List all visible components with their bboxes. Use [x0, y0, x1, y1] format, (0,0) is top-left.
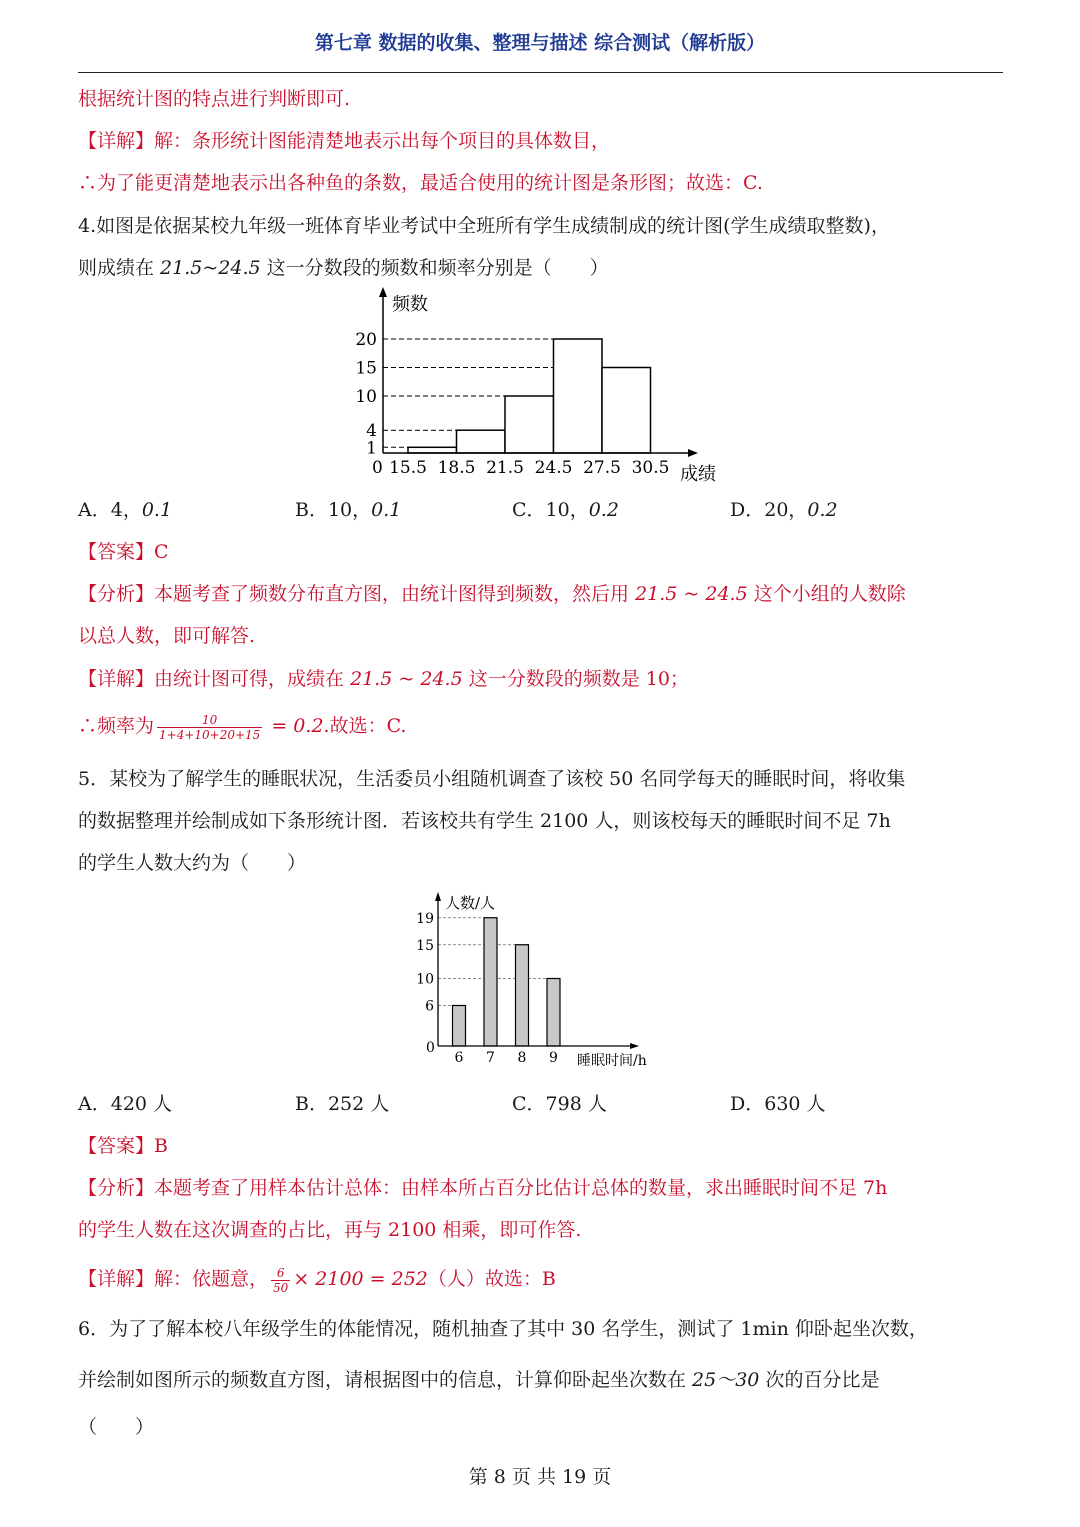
prev-detail-line	[78, 128, 610, 154]
origin-label: 0	[426, 1040, 435, 1056]
fraction: $\frac{10}{1+4+10+20+15}$	[159, 712, 261, 742]
q5-analysis-line2: 的学生人数在这次调查的占比，再与 2100 相乘，即可作答.	[78, 1219, 582, 1241]
y-axis-arrow	[435, 892, 441, 901]
answer-value: C	[154, 541, 169, 563]
x-axis-label: 睡眠时间/h	[577, 1053, 647, 1069]
q5-option-c[interactable]: C．798 人	[512, 1093, 607, 1115]
answer-tag: 【答案】	[78, 541, 155, 563]
q4-detail-line: 【详解】由统计图可得，成绩在 21.5 ~ 24.5 这一分数段的频数是 10；	[78, 668, 689, 690]
answer-value: B	[154, 1135, 168, 1157]
detail-tag: 【详解】	[78, 130, 155, 152]
x-tick-label: 24.5	[534, 458, 573, 478]
y-tick-label: 6	[425, 998, 434, 1015]
bar-8	[516, 945, 529, 1046]
x-tick-label: 9	[549, 1050, 558, 1066]
y-tick-label: 4	[366, 421, 377, 442]
header-divider	[78, 72, 1003, 73]
q4-option-d[interactable]: D．20，0.2	[730, 499, 838, 521]
prev-analysis-line: 根据统计图的特点进行判断即可.	[78, 88, 351, 110]
bar-7	[484, 918, 497, 1046]
y-axis-label: 频数	[392, 294, 428, 315]
y-tick-label: 15	[355, 358, 377, 379]
q5-answer-line	[78, 1133, 168, 1159]
q4-stem-text: 则成绩在	[78, 257, 161, 279]
q4-calc-line: ∴频率为 $\frac{10}{1+4+10+20+15}$ = 0.2.故选：C.	[78, 712, 407, 742]
x-axis-arrow	[630, 1043, 639, 1049]
y-axis-arrow	[379, 287, 387, 297]
detail-text: 解：条形统计图能清楚地表示出每个项目的具体数目，	[154, 130, 611, 152]
histogram-bar-5	[602, 368, 651, 454]
histogram-bar-4	[554, 339, 603, 453]
y-tick-label: 19	[416, 910, 434, 927]
q5-stem-line1: 5．某校为了解学生的睡眠状况，生活委员小组随机调查了该校 50 名同学每天的睡眠时间，将收集	[78, 768, 906, 790]
x-tick-label: 18.5	[437, 458, 476, 478]
page-footer: 第 8 页 共 19 页	[468, 1466, 612, 1488]
bar-6	[453, 1006, 466, 1047]
q6-stem-line3: （ ）	[78, 1416, 155, 1438]
q5-detail-line: 【详解】解：依题意， $\frac{6}{50}$ × 2100 = 252（人）故选：B	[78, 1265, 556, 1295]
x-axis-label: 成绩	[680, 464, 716, 485]
x-tick-label: 7	[486, 1050, 495, 1066]
q4-option-c[interactable]: C．10，0.2	[512, 499, 619, 521]
q5-stem-line3: 的学生人数大约为（ ）	[78, 852, 307, 874]
q4-option-b[interactable]: B．10，0.1	[295, 499, 402, 521]
q5-option-b[interactable]: B．252 人	[295, 1093, 390, 1115]
q4-analysis-line1: 【分析】本题考查了频数分布直方图，由统计图得到频数，然后用 21.5 ~ 24.5 这个小组的人数除	[78, 583, 906, 605]
histogram-bar-2	[457, 430, 506, 453]
origin-label: 0	[372, 458, 383, 478]
prev-conclusion-line: ∴为了能更清楚地表示出各种鱼的条数，最适合使用的统计图是条形图；故选：C.	[78, 172, 763, 194]
page-header-title: 第七章 数据的收集、整理与描述 综合测试（解析版）	[314, 32, 766, 54]
fraction: $\frac{6}{50}$	[273, 1265, 289, 1295]
q4-analysis-line2: 以总人数，即可解答.	[78, 625, 256, 647]
q4-stem-line2	[78, 255, 609, 281]
y-tick-label: 20	[355, 330, 377, 350]
q6-stem-line2: 并绘制如图所示的频数直方图，请根据图中的信息，计算仰卧起坐次数在 25～30 次的百分比是	[78, 1369, 880, 1391]
q5-analysis-line1: 【分析】本题考查了用样本估计总体：由样本所占百分比估计总体的数量，求出睡眠时间不足 7h	[78, 1177, 888, 1199]
x-tick-label: 30.5	[631, 458, 670, 478]
y-axis-label: 人数/人	[445, 894, 496, 912]
q4-option-a[interactable]: A．4，0.1	[78, 499, 173, 521]
x-tick-label: 6	[454, 1050, 464, 1066]
q4-stem-text-post: 这一分数段的频数和频率分别是（ ）	[260, 257, 609, 279]
histogram-chart-scores	[350, 285, 730, 490]
y-tick-label: 1	[366, 438, 377, 459]
bar-9	[547, 979, 560, 1047]
q4-stem-line1: 4.如图是依据某校九年级一班体育毕业考试中全班所有学生成绩制成的统计图(学生成绩取整数)，	[78, 215, 890, 237]
x-tick-label: 8	[517, 1050, 527, 1066]
x-axis-arrow	[688, 449, 698, 457]
q6-stem-line1: 6．为了了解本校八年级学生的体能情况，随机抽查了其中 30 名学生，测试了 1min 仰卧起坐次数，	[78, 1318, 928, 1340]
q5-stem-line2: 的数据整理并绘制成如下条形统计图．若该校共有学生 2100 人，则该校每天的睡眠时间不足 7h	[78, 810, 891, 832]
y-tick-label: 10	[416, 971, 434, 988]
x-tick-label: 27.5	[583, 458, 621, 478]
q5-option-d[interactable]: D．630 人	[730, 1093, 826, 1115]
q4-answer-line	[78, 539, 169, 565]
histogram-bar-1	[408, 447, 457, 453]
bar-chart-sleep	[412, 888, 672, 1073]
q4-range: 21.5~24.5	[160, 257, 261, 279]
y-tick-label: 10	[355, 387, 377, 407]
histogram-bar-3	[505, 396, 554, 453]
x-tick-label: 21.5	[486, 458, 524, 478]
q5-option-a[interactable]: A．420 人	[78, 1093, 173, 1115]
answer-tag: 【答案】	[78, 1135, 155, 1157]
y-tick-label: 15	[416, 937, 434, 954]
x-tick-label: 15.5	[389, 458, 427, 478]
